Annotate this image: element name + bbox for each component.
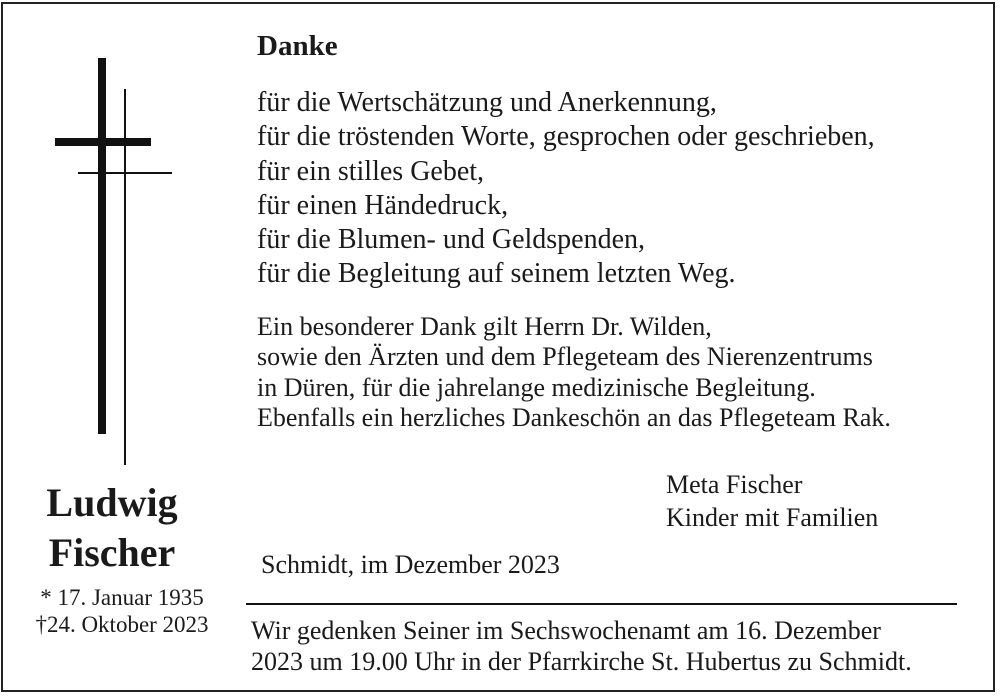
gratitude-line: für ein stilles Gebet, (257, 155, 485, 187)
deceased-last-name: Fischer (48, 530, 176, 575)
cross-thin-horizontal-line (78, 172, 172, 174)
special-thanks-line: Ebenfalls ein herzliches Dankeschön an das Pflegeteam Rak. (257, 402, 891, 432)
memorial-line: 2023 um 19.00 Uhr in der Pfarrkirche St. Hubertus zu Schmidt. (251, 646, 912, 676)
signatories (666, 468, 878, 534)
cross-horizontal-bar (55, 138, 151, 146)
memorial-line: Wir gedenken Seiner im Sechswochenamt am 16. Dezember (251, 616, 881, 645)
gratitude-list (257, 86, 875, 292)
cross-vertical-bar (98, 58, 106, 434)
gratitude-line: für die tröstenden Worte, gesprochen oder geschrieben, (257, 121, 875, 153)
special-thanks-line: in Düren, für die jahrelange medizinische Begleitung. (257, 372, 816, 402)
gratitude-line: für einen Händedruck, (257, 189, 509, 221)
death-date: †24. Oktober 2023 (35, 612, 209, 637)
divider-rule (246, 603, 957, 605)
cross-thin-vertical-line (124, 89, 126, 465)
signatory: Kinder mit Familien (666, 503, 879, 532)
gratitude-line: für die Blumen- und Geldspenden, (257, 224, 646, 256)
life-dates (0, 584, 244, 638)
signatory: Meta Fischer (666, 470, 803, 499)
memorial-service-note (251, 616, 912, 677)
gratitude-line: für die Begleitung auf seinem letzten Weg. (257, 258, 736, 290)
gratitude-line: für die Wertschätzung und Anerkennung, (257, 87, 717, 118)
special-thanks-line: sowie den Ärzten und dem Pflegeteam des Nierenzentrums (257, 342, 873, 372)
birth-date: * 17. Januar 1935 (40, 585, 204, 610)
special-thanks-line: Ein besonderer Dank gilt Herrn Dr. Wilden, (257, 312, 712, 341)
deceased-first-name: Ludwig (46, 480, 178, 525)
place-date: Schmidt, im Dezember 2023 (261, 550, 560, 579)
special-thanks-paragraph (257, 312, 891, 433)
heading-danke: Danke (257, 30, 338, 62)
